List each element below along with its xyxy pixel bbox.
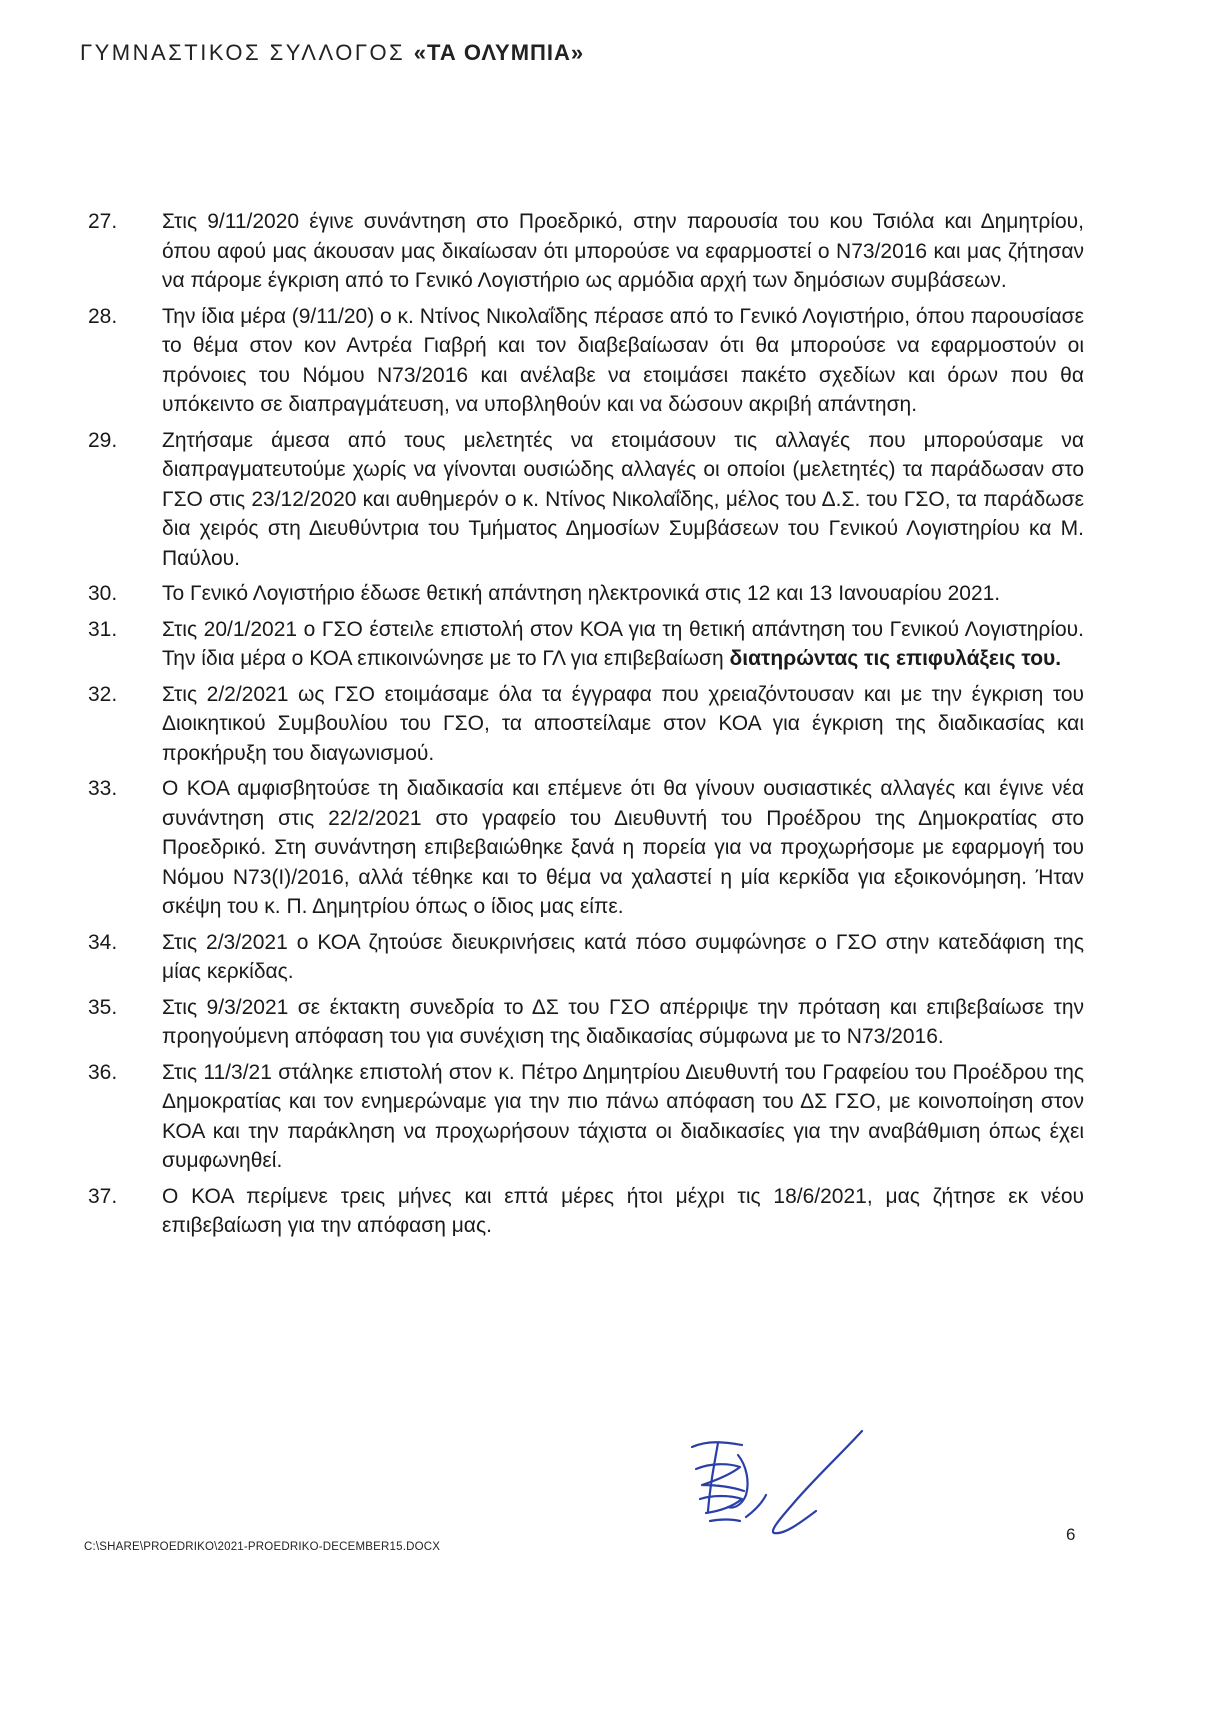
item-text: Ο ΚΟΑ αμφισβητούσε τη διαδικασία και επέμενε ότι θα γίνουν ουσιαστικές αλλαγές και έγινε νέα συνάντηση στις 22/2/2021 στο γραφείο του Διευθυντή του Προέδρου της Δημοκρατίας στο Προεδρικό. Στη συνάντηση επιβεβαιώθηκε ξανά η πορεία για να προχωρήσομε με εφαρμογή του Νόμου Ν73(Ι)/2016, αλλά τέθηκε και το θέμα να χαλαστεί η μία κερκίδα για εξοικονόμηση. Ήταν σκέψη του κ. Π. Δημητρίου όπως ο ίδιος μας είπε. [162,777,1084,918]
numbered-list [88,207,1084,1247]
item-text: Στις 2/3/2021 ο ΚΟΑ ζητούσε διευκρινήσεις κατά πόσο συμφώνησε ο ΓΣΟ στην κατεδάφιση της μίας κερκίδας. [162,930,1084,983]
list-item [88,579,1084,609]
list-item [88,1058,1084,1176]
list-item [88,302,1084,420]
item-text-bold: διατηρώντας τις επιφυλάξεις του. [729,647,1062,670]
list-item [88,426,1084,574]
item-text: Ο ΚΟΑ περίμενε τρεις μήνες και επτά μέρες ήτοι μέχρι τις 18/6/2021, μας ζήτησε εκ νέου επιβεβαίωση για την απόφαση μας. [162,1184,1084,1237]
item-text: Στις 9/3/2021 σε έκτακτη συνεδρία το ΔΣ του ΓΣΟ απέρριψε την πρόταση και επιβεβαίωσε την προηγούμενη απόφαση του για συνέχιση της διαδικασίας σύμφωνα με το Ν73/2016. [162,995,1084,1048]
item-number: 34. [88,930,118,954]
list-item [88,615,1084,674]
item-text: Στις 20/1/2021 ο ΓΣΟ έστειλε επιστολή στον ΚΟΑ για τη θετική απάντηση του Γενικού Λογιστηρίου. Την ίδια μέρα ο ΚΟΑ επικοινώνησε με το ΓΛ για επιβεβαίωση [162,617,1084,670]
item-number: 37. [88,1184,118,1208]
item-number: 33. [88,777,118,800]
list-item [88,207,1084,296]
handwritten-signature [680,1425,880,1575]
item-text: Στις 2/2/2021 ως ΓΣΟ ετοιμάσαμε όλα τα έγγραφα που χρειαζόντουσαν και με την έγκριση του Διοικητικού Συμβουλίου του ΓΣΟ, τα αποστείλαμε στον ΚΟΑ για έγκριση της διαδικασίας και προκήρυξη του διαγωνισμού. [162,682,1084,765]
item-text: Ζητήσαμε άμεσα από τους μελετητές να ετοιμάσουν τις αλλαγές που μπορούσαμε να διαπραγματευτούμε χωρίς να γίνονται ουσιώδης αλλαγές οι οποίοι (μελετητές) τα παράδωσαν στο ΓΣΟ στις 23/12/2020 και αυθημερόν ο κ. Ντίνος Νικολαΐδης, μέλος του Δ.Σ. του ΓΣΟ, τα παράδωσε δια χειρός στη Διευθύντρια του Τμήματος Δημοσίων Συμβάσεων του Γενικού Λογιστηρίου κα Μ. Παύλου. [162,428,1084,570]
item-number: 31. [88,617,118,641]
page-number: 6 [1066,1525,1076,1544]
item-number: 36. [88,1060,118,1084]
item-text: Στις 9/11/2020 έγινε συνάντηση στο Προεδρικό, στην παρουσία του κου Τσιόλα και Δημητρίου, όπου αφού μας άκουσαν μας δικαίωσαν ότι μπορούσε να εφαρμοστεί ο Ν73/2016 και μας ζήτησαν να πάρομε έγκριση από το Γενικό Λογιστήριο ως αρμόδια αρχή των δημόσιων συμβάσεων. [162,210,1084,292]
item-number: 29. [88,428,118,452]
item-number: 30. [88,582,118,605]
item-number: 27. [88,210,118,233]
item-number: 28. [88,304,118,328]
list-item [88,928,1084,987]
list-item [88,993,1084,1052]
item-number: 32. [88,682,118,706]
item-text: Το Γενικό Λογιστήριο έδωσε θετική απάντηση ηλεκτρονικά στις 12 και 13 Ιανουαρίου 2021. [162,582,1001,605]
item-text-container [162,615,1084,674]
item-text: Στις 11/3/21 στάληκε επιστολή στον κ. Πέτρο Δημητρίου Διευθυντή του Γραφείου του Προέδρου της Δημοκρατίας και τον ενημερώναμε για την πιο πάνω απόφαση του ΔΣ ΓΣΟ, με κοινοποίηση στον ΚΟΑ και την παράκληση να προχωρήσουν τάχιστα οι διαδικασίες για την αναβάθμιση όπως έχει συμφωνηθεί. [162,1060,1084,1172]
item-text: Την ίδια μέρα (9/11/20) ο κ. Ντίνος Νικολαΐδης πέρασε από το Γενικό Λογιστήριο, όπου παρουσίασε το θέμα στον κον Αντρέα Γιαβρή και τον διαβεβαίωσαν ότι θα μπορούσε να εφαρμοστούν οι πρόνοιες του Νόμου Ν73/2016 και ανέλαβε να ετοιμάσει πακέτο σχεδίων και όρων που θα υπόκειντο σε διαπραγμάτευση, να υποβληθούν και να δώσουν ακριβή απάντηση. [162,304,1084,416]
file-path: C:\SHARE\PROEDRIKO\2021-PROEDRIKO-DECEMBER15.DOCX [84,1541,441,1553]
letterhead [80,40,584,66]
org-name: ΓΥΜΝΑΣΤΙΚΟΣ ΣΥΛΛΟΓΟΣ [80,40,406,65]
list-item [88,680,1084,769]
list-item [88,1182,1084,1241]
org-name-bold: «ΤΑ ΟΛΥΜΠΙΑ» [413,40,585,65]
list-item [88,774,1084,922]
item-number: 35. [88,995,118,1019]
